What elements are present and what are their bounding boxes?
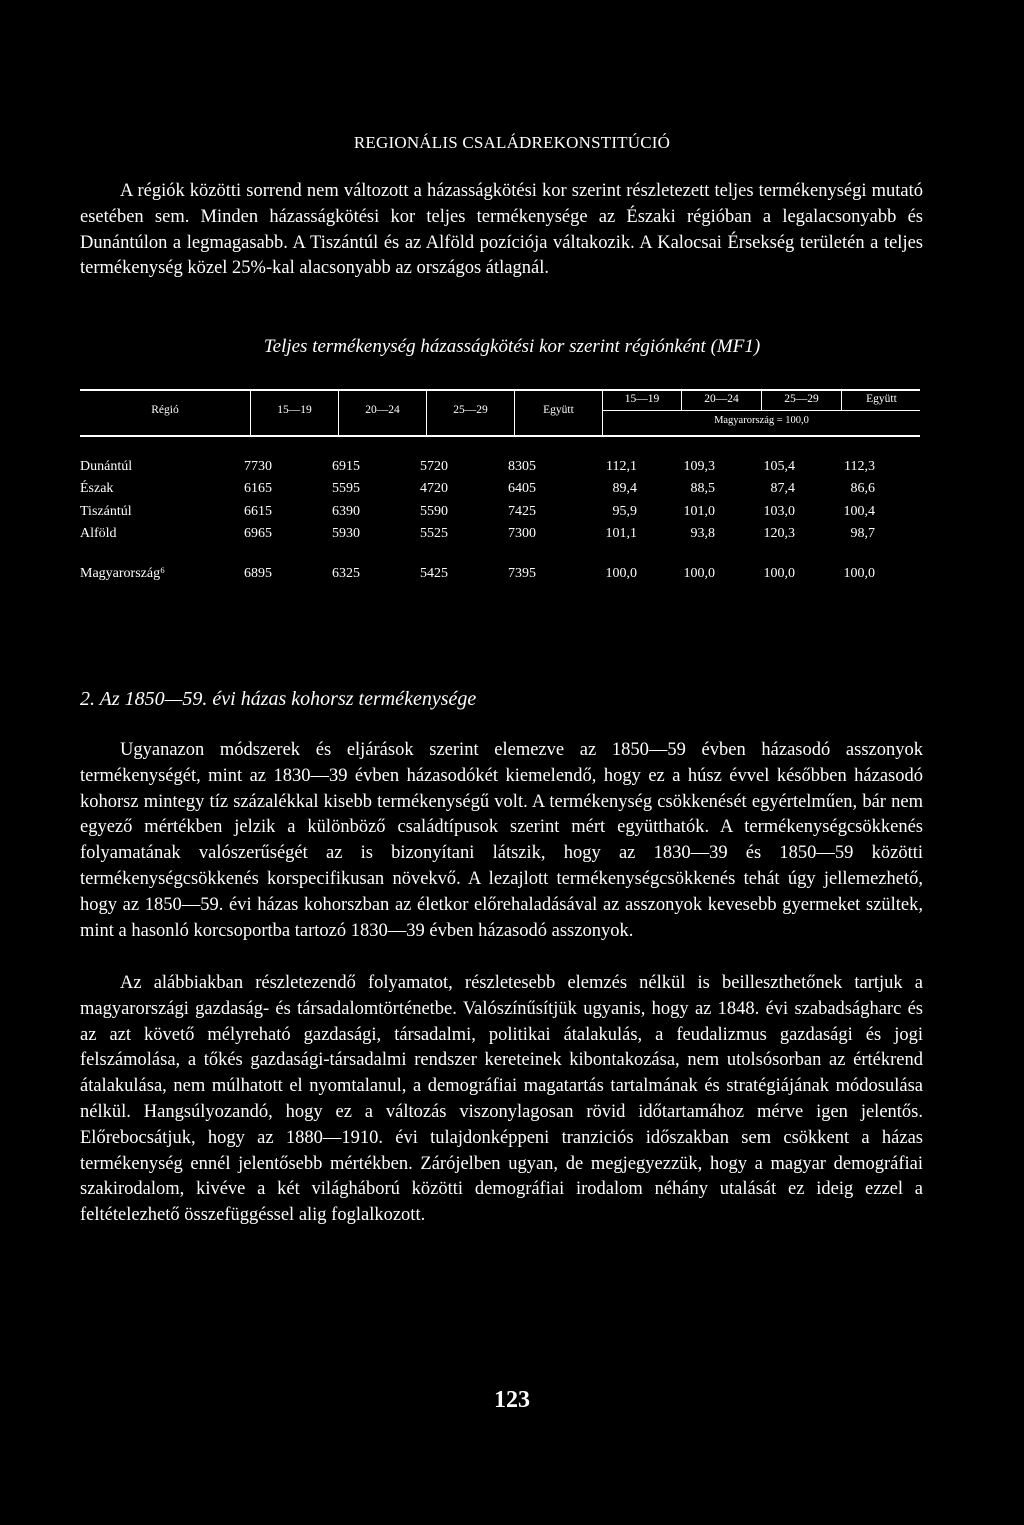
header-relative-group	[602, 391, 920, 435]
table-cell: 93,8	[690, 525, 715, 541]
header-rel-total: Együtt	[841, 391, 921, 410]
row-region-name: Alföld	[80, 525, 117, 541]
table-cell: 109,3	[683, 459, 715, 474]
table-cell: 95,9	[612, 503, 637, 519]
table-cell: 100,0	[763, 566, 795, 582]
header-total: Együtt	[543, 404, 574, 416]
header-rel-15-19: 15—19	[624, 393, 660, 405]
table-cell: 112,1	[606, 459, 637, 474]
table-row	[80, 526, 920, 548]
table-cell: 112,3	[844, 459, 875, 474]
table-cell: 100,0	[605, 566, 637, 582]
page-number: 123	[494, 1387, 530, 1413]
table-cell: 7730	[244, 459, 272, 474]
table-header	[80, 389, 920, 437]
table-cell: 6165	[244, 481, 272, 497]
table-body	[80, 459, 920, 588]
header-rel-25-29: 25—29	[761, 391, 841, 410]
table-cell: 5595	[332, 481, 360, 497]
row-region-name: Tiszántúl	[80, 503, 132, 519]
table-cell: 100,4	[843, 503, 875, 519]
header-20-24: 20—24	[365, 404, 400, 416]
table-cell: 101,1	[605, 525, 637, 541]
table-cell: 105,4	[763, 459, 795, 474]
table-cell: 100,0	[843, 566, 875, 582]
table-row	[80, 504, 920, 526]
table-cell: 87,4	[770, 481, 795, 497]
table-cell: 101,0	[683, 503, 715, 519]
header-25-29: 25—29	[453, 404, 488, 416]
table-cell: 86,6	[850, 481, 875, 497]
running-header: REGIONÁLIS CSALÁDREKONSTITÚCIÓ	[353, 133, 671, 152]
table-cell: 89,4	[612, 481, 637, 497]
table-cell: 6615	[244, 503, 272, 519]
table-cell: 8305	[508, 459, 536, 474]
header-1519-cell	[250, 391, 338, 435]
table-cell: 6895	[244, 566, 272, 582]
table-cell: 6405	[508, 481, 536, 497]
table-cell: 5720	[420, 459, 448, 474]
row-region-name: Magyarország⁶	[80, 566, 165, 582]
table-cell: 88,5	[690, 481, 715, 497]
table-cell: 98,7	[850, 525, 875, 541]
table-cell: 4720	[420, 481, 448, 497]
table-cell: 7395	[508, 566, 536, 582]
header-region: Régió	[151, 404, 179, 416]
header-rel-20-24: 20—24	[681, 391, 761, 410]
header-15-19: 15—19	[277, 404, 312, 416]
table-cell: 5525	[420, 525, 448, 541]
table-cell: 6915	[332, 459, 360, 474]
row-region-name: Dunántúl	[80, 459, 133, 474]
table-cell: 103,0	[763, 503, 795, 519]
table-cell: 5590	[420, 503, 448, 519]
table-cell: 6390	[332, 503, 360, 519]
table-cell: 6965	[244, 525, 272, 541]
row-region-name: Észak	[80, 481, 114, 497]
table-row	[80, 481, 920, 503]
table-cell: 5425	[420, 566, 448, 582]
table-cell: 5930	[332, 525, 360, 541]
header-relative-subheads	[603, 391, 920, 411]
table-cell: 7300	[508, 525, 536, 541]
section-title: 2. Az 1850—59. évi házas kohorsz termékenysége	[80, 688, 477, 710]
table-cell: 120,3	[763, 525, 795, 541]
table-row	[80, 459, 920, 481]
table-row	[80, 566, 920, 588]
body-paragraph-1: Ugyanazon módszerek és eljárások szerint elemezve az 1850—59 évben házasodó asszonyok termékenységét, mint az 1830—39 évben házasodókét kiemelendő, hogy ez a húsz évvel későbben házasodó kohorsz mintegy tíz százalékkal kisebb termékenységű volt. A termékenység csökkenését egyértelműen, bár nem egyező mértékben jelzik a különböző családtípusok szerint mért együtthatók. A termékenységcsökkenés folyamatának valószerűségét az is bizonyítani látszik, hogy az 1830—39 és 1850—59 közötti termékenységcsökkenés korspecifikusan növekvő. A lezajlott termékenységcsökkenés tehát úgy jellemezhető, hogy az 1850—59. évi házas kohorszban az életkor előrehaladásával az asszonyok kevesebb gyermeket szültek, mint a hasonló korcsoportba tartozó 1830—39 évben házasodó asszonyok.	[80, 740, 923, 941]
header-2024-cell	[338, 391, 426, 435]
table-cell: 6325	[332, 566, 360, 582]
table-caption: Teljes termékenység házasságkötési kor szerint régiónként (MF1)	[263, 336, 761, 357]
header-region-cell	[80, 391, 250, 435]
body-paragraph-2: Az alábbiakban részletezendő folyamatot, részletesebb elemzés nélkül is beilleszthetőnek tartjuk a magyarországi gazdaság- és társadalomtörténetbe. Valószínűsítjük ugyanis, hogy az 1848. évi szabadságharc és az azt követő mélyreható gazdasági, társadalmi, politikai átalakulás, a feudalizmus gazdasági és jogi felszámolása, a tőkés gazdasági-társadalmi rendszer kereteinek kibontakozása, nem utolsósorban az értékrend átalakulása, nem múlhatott el nyomtalanul, a demográfiai magatartás tartalmának és stratégiájának módosulása nélkül. Hangsúlyozandó, hogy ez a változás viszonylagosan rövid időtartamához mérve igen jelentős. Előrebocsátjuk, hogy az 1880—1910. évi tulajdonképpeni tranziciós időszakban sem csökkent a házas termékenység ennél jelentősebb mértékben. Zárójelben ugyan, de megjegyezzük, hogy a magyar demográfiai szakirodalom, kivéve a két világháború közötti demográfiai irodalom néhány utalását ez ideig ezzel a feltételezhető összefüggéssel alig foglalkozott.	[80, 973, 923, 1226]
header-total-cell	[514, 391, 602, 435]
header-2529-cell	[426, 391, 514, 435]
table-cell: 7425	[508, 503, 536, 519]
header-baseline: Magyarország = 100,0	[714, 415, 809, 426]
intro-paragraph: A régiók közötti sorrend nem változott a házasságkötési kor szerint részletezett teljes termékenységi mutató esetében sem. Minden házasságkötési kor teljes termékenysége az Északi régióban a legalacsonyabb és Dunántúlon a legmagasabb. A Tiszántúl és az Alföld pozíciója váltakozik. A Kalocsai Érsekség területén a teljes termékenység közel 25%-kal alacsonyabb az országos átlagnál.	[80, 181, 923, 279]
table-cell: 100,0	[683, 566, 715, 582]
